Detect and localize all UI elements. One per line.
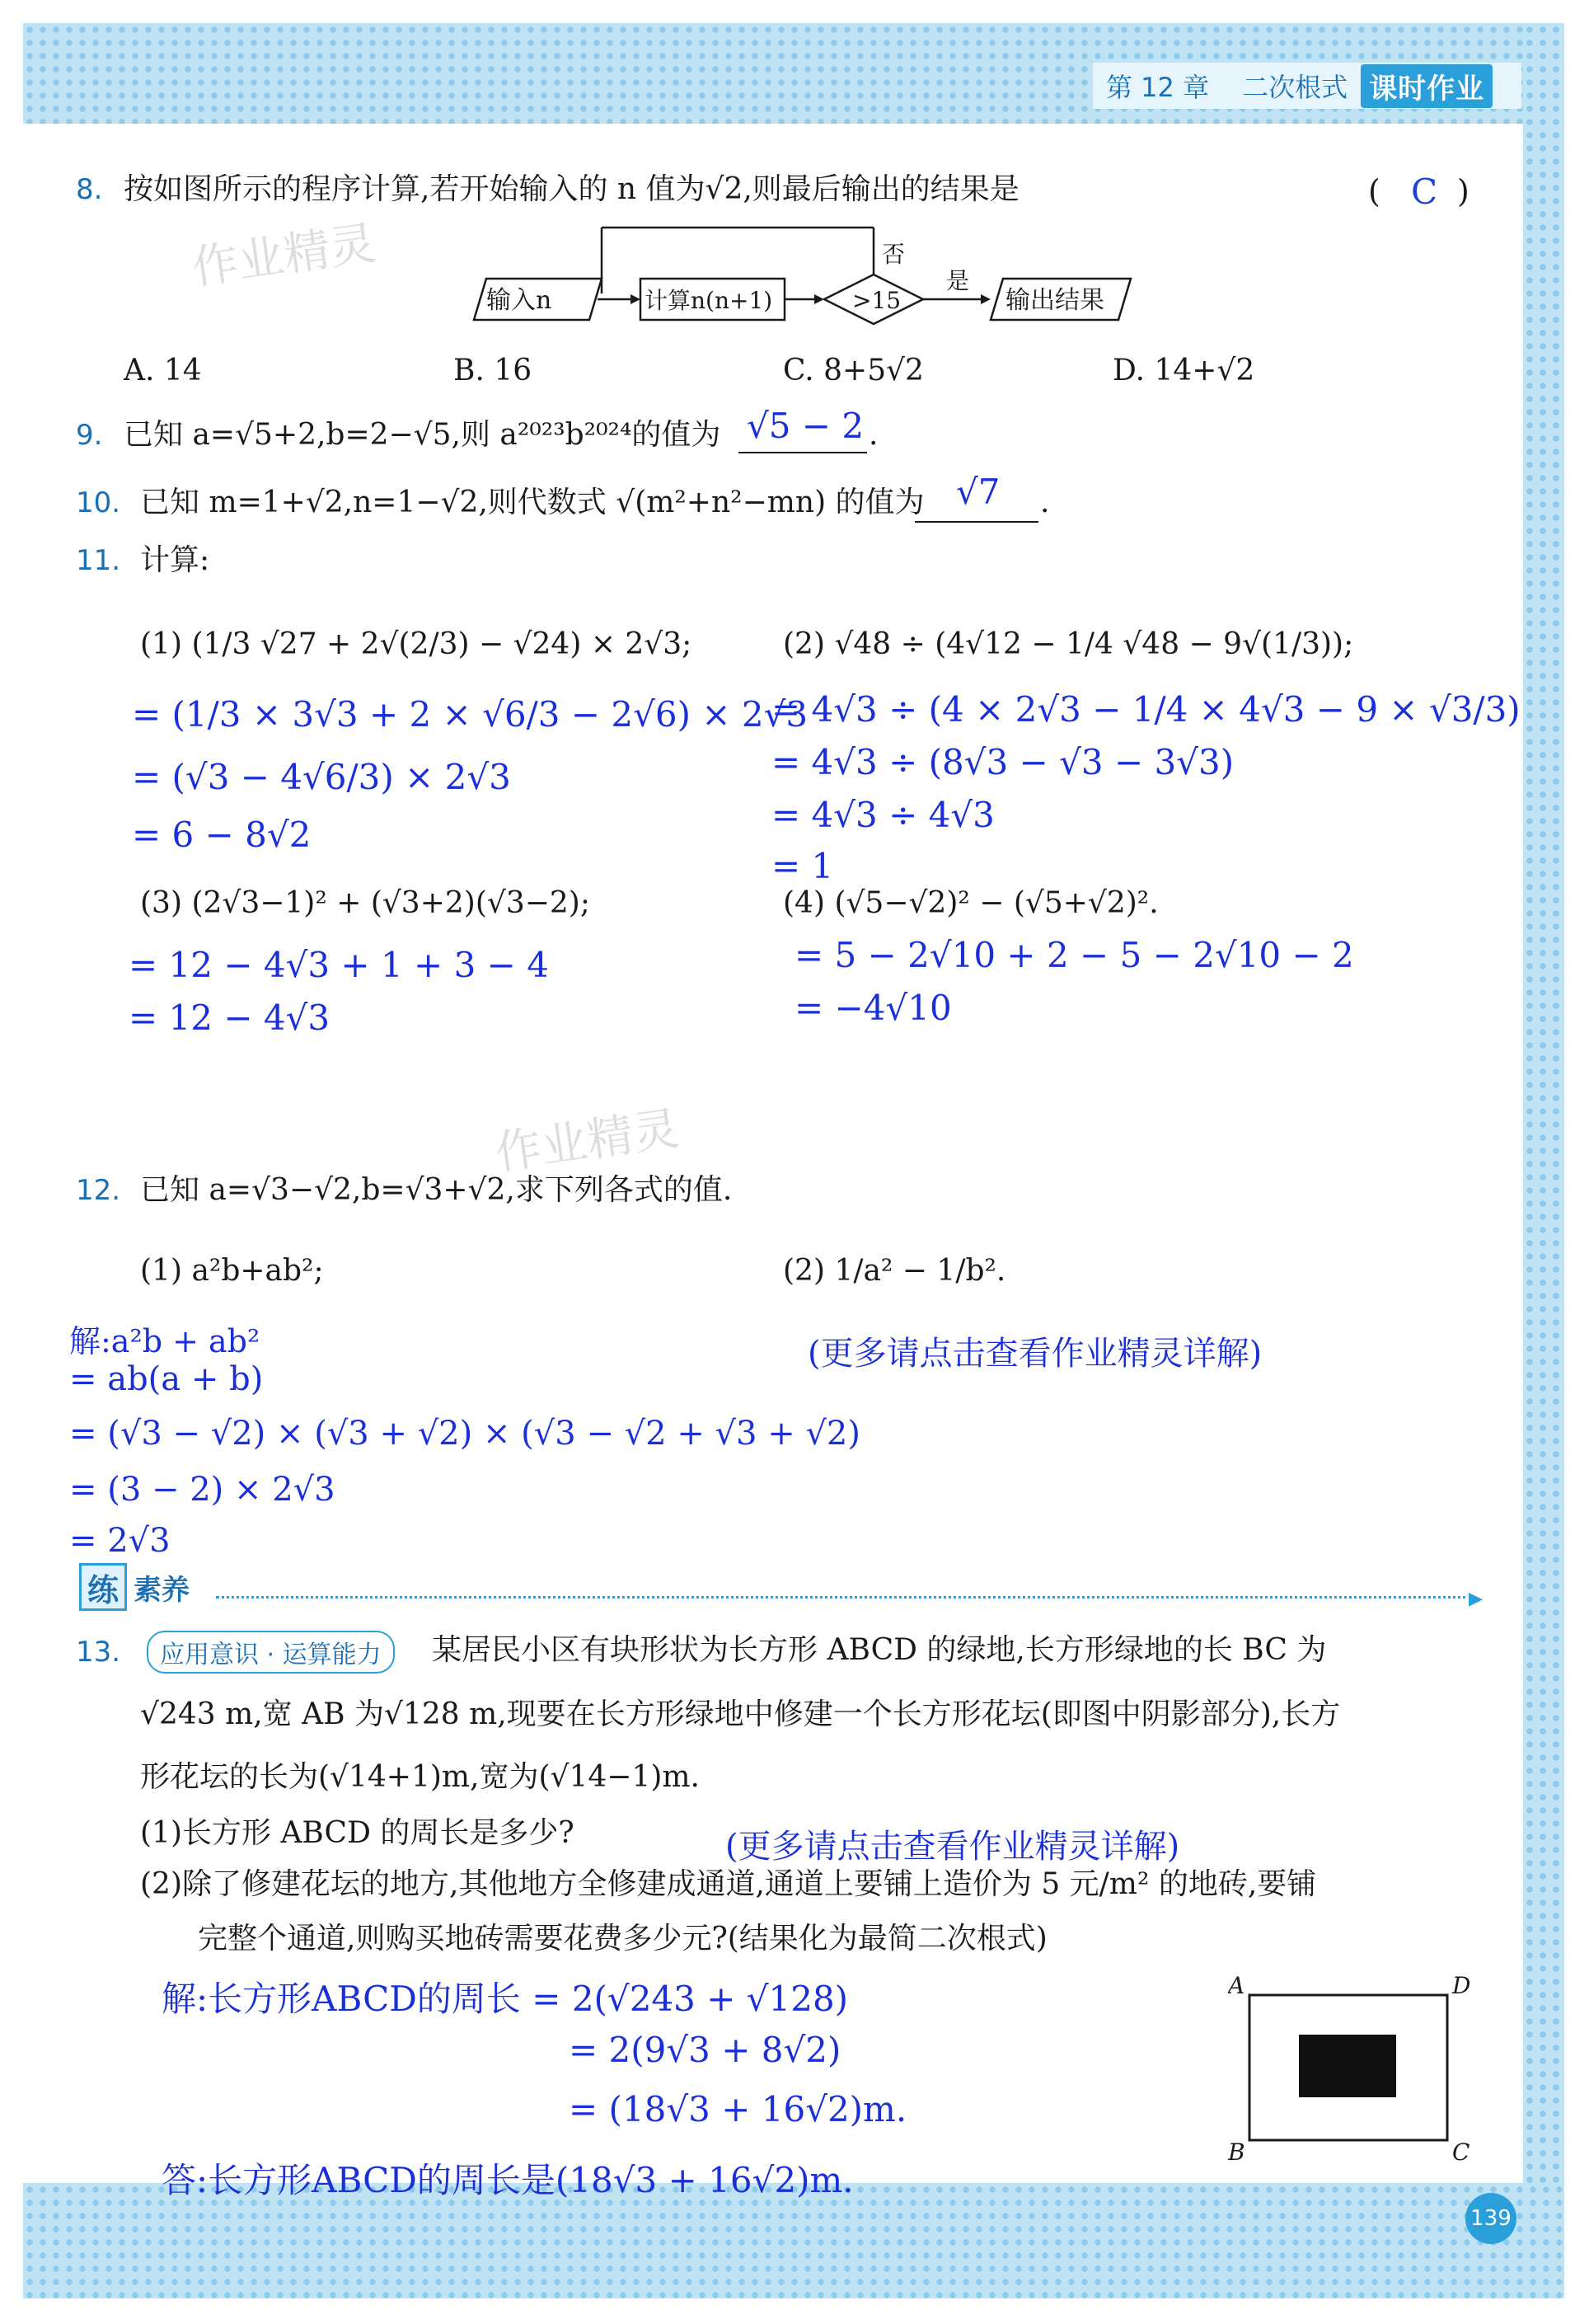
chapter-header — [1093, 63, 1521, 109]
answer-paren-close: ) — [1457, 173, 1469, 209]
q13-part2-line1: (2)除了修建花坛的地方,其他地方全修建成通道,通道上要铺上造价为 5 元/m² 的地砖,要铺 — [140, 1867, 1317, 1901]
q11-part2-step4: = 1 — [771, 846, 834, 886]
flow-no-label: 否 — [882, 241, 906, 268]
question-9-end: . — [869, 418, 879, 452]
question-10-number: 10. — [76, 486, 121, 519]
question-10-text: 已知 m=1+√2,n=1−√2,则代数式 √(m²+n²−mn) 的值为 — [140, 486, 925, 519]
q11-part2-step1: = 4√3 ÷ (4 × 2√3 − 1/4 × 4√3 − 9 × √3/3) — [771, 689, 1521, 730]
q12-step2: = ab(a + b) — [69, 1360, 264, 1398]
question-12-text: 已知 a=√3−√2,b=√3+√2,求下列各式的值. — [140, 1173, 733, 1207]
section-divider — [216, 1596, 1472, 1599]
flow-compute-label: 计算n(n+1) — [645, 287, 773, 314]
watermark: 作业精灵 — [189, 216, 380, 296]
flow-condition-label: >15 — [852, 287, 902, 314]
rectangle-abcd-figure — [1228, 1975, 1484, 2165]
vertex-d-label: D — [1452, 1975, 1471, 1999]
q12-step4: = (3 − 2) × 2√3 — [69, 1471, 335, 1509]
q11-part3-step2: = 12 − 4√3 — [129, 998, 330, 1038]
question-12-number: 12. — [76, 1174, 121, 1207]
q12-step1: 解:a²b + ab² — [69, 1323, 260, 1359]
question-13-number: 13. — [76, 1636, 121, 1669]
question-11-number: 11. — [76, 544, 121, 577]
question-11-title: 计算: — [140, 543, 210, 577]
q12-step3: = (√3 − √2) × (√3 + √2) × (√3 − √2 + √3 + √2) — [69, 1415, 860, 1453]
answer-paren-open: ( — [1368, 173, 1380, 209]
q11-part1-step2: = (√3 − 4√6/3) × 2√3 — [132, 757, 511, 797]
flowerbed-shaded — [1299, 2035, 1396, 2097]
question-10-answer: √7 — [956, 472, 1001, 512]
question-8-answer: C — [1411, 171, 1438, 212]
section-header — [79, 1563, 190, 1611]
q13-final-answer: 答:长方形ABCD的周长是(18√3 + 16√2)m. — [162, 2160, 854, 2200]
section-name: 素养 — [134, 1573, 190, 1607]
right-dot-band — [1523, 23, 1564, 2298]
more-solutions-link[interactable]: (更多请点击查看作业精灵详解) — [808, 1335, 1263, 1373]
q11-part4-step2: = −4√10 — [794, 988, 952, 1028]
q11-part4-prompt: (4) (√5−√2)² − (√5+√2)². — [783, 886, 1159, 920]
q13-part1: (1)长方形 ABCD 的周长是多少? — [140, 1816, 574, 1850]
option-b: B. 16 — [453, 354, 532, 387]
q11-part2-step2: = 4√3 ÷ (8√3 − √3 − 3√3) — [771, 742, 1235, 782]
page-number: 139 — [1465, 2193, 1516, 2244]
program-flowchart — [462, 221, 1154, 336]
question-9-number: 9. — [76, 419, 103, 452]
q11-part3-prompt: (3) (2√3−1)² + (√3+2)(√3−2); — [140, 886, 590, 920]
chapter-number: 第 12 章 — [1106, 72, 1210, 103]
q11-part1-step3: = 6 − 8√2 — [132, 815, 312, 855]
question-9-answer: √5 − 2 — [747, 406, 865, 446]
q11-part2-step3: = 4√3 ÷ 4√3 — [771, 795, 995, 835]
q12-part1-prompt: (1) a²b+ab²; — [140, 1254, 324, 1288]
competency-tag: 应用意识 · 运算能力 — [147, 1631, 395, 1674]
more-solutions-link[interactable]: (更多请点击查看作业精灵详解) — [725, 1828, 1180, 1866]
option-a: A. 14 — [124, 354, 202, 387]
q13-step3: = (18√3 + 16√2)m. — [569, 2089, 907, 2129]
q12-step5: = 2√3 — [69, 1522, 171, 1560]
section-badge: 练 — [79, 1563, 127, 1611]
vertex-b-label: B — [1228, 2139, 1245, 2165]
q12-part2-prompt: (2) 1/a² − 1/b². — [783, 1254, 1006, 1288]
series-logo: 课时作业 — [1361, 64, 1493, 108]
vertex-a-label: A — [1228, 1975, 1245, 1999]
q13-step2: = 2(9√3 + 8√2) — [569, 2030, 841, 2070]
question-10-end: . — [1040, 486, 1050, 519]
q13-line2: √243 m,宽 AB 为√128 m,现要在长方形绿地中修建一个长方形花坛(即图中阴影部分),长方 — [140, 1697, 1341, 1731]
q11-part1-prompt: (1) (1/3 √27 + 2√(2/3) − √24) × 2√3; — [140, 627, 692, 661]
question-8-number: 8. — [76, 173, 103, 206]
vertex-c-label: C — [1452, 2139, 1470, 2165]
q11-part4-step1: = 5 − 2√10 + 2 − 5 − 2√10 − 2 — [794, 935, 1354, 975]
option-c: C. 8+5√2 — [783, 354, 924, 387]
option-d: D. 14+√2 — [1113, 354, 1255, 387]
q11-part2-prompt: (2) √48 ÷ (4√12 − 1/4 √48 − 9√(1/3)); — [783, 627, 1354, 661]
q13-line3: 形花坛的长为(√14+1)m,宽为(√14−1)m. — [140, 1760, 700, 1794]
chapter-title: 二次根式 — [1242, 72, 1348, 103]
q13-line1: 某居民小区有块形状为长方形 ABCD 的绿地,长方形绿地的长 BC 为 — [432, 1633, 1327, 1667]
question-9-text: 已知 a=√5+2,b=2−√5,则 a²⁰²³b²⁰²⁴的值为 — [124, 418, 721, 452]
q11-part3-step1: = 12 − 4√3 + 1 + 3 − 4 — [129, 945, 549, 985]
answer-blank-line — [915, 521, 1038, 523]
watermark: 作业精灵 — [492, 1101, 683, 1181]
flow-yes-label: 是 — [946, 267, 970, 294]
flow-input-label: 输入n — [486, 286, 552, 315]
question-8-text: 按如图所示的程序计算,若开始输入的 n 值为√2,则最后输出的结果是 — [124, 172, 1019, 206]
q13-part2-line2: 完整个通道,则购买地砖需要花费多少元?(结果化为最简二次根式) — [198, 1922, 1048, 1955]
divider-arrow-icon: ▶ — [1469, 1589, 1483, 1609]
q11-part1-step1: = (1/3 × 3√3 + 2 × √6/3 − 2√6) × 2√3 — [132, 694, 809, 735]
flow-output-label: 输出结果 — [1005, 286, 1104, 315]
q13-step1: 解:长方形ABCD的周长 = 2(√243 + √128) — [162, 1979, 849, 2019]
answer-blank-line — [738, 452, 867, 453]
